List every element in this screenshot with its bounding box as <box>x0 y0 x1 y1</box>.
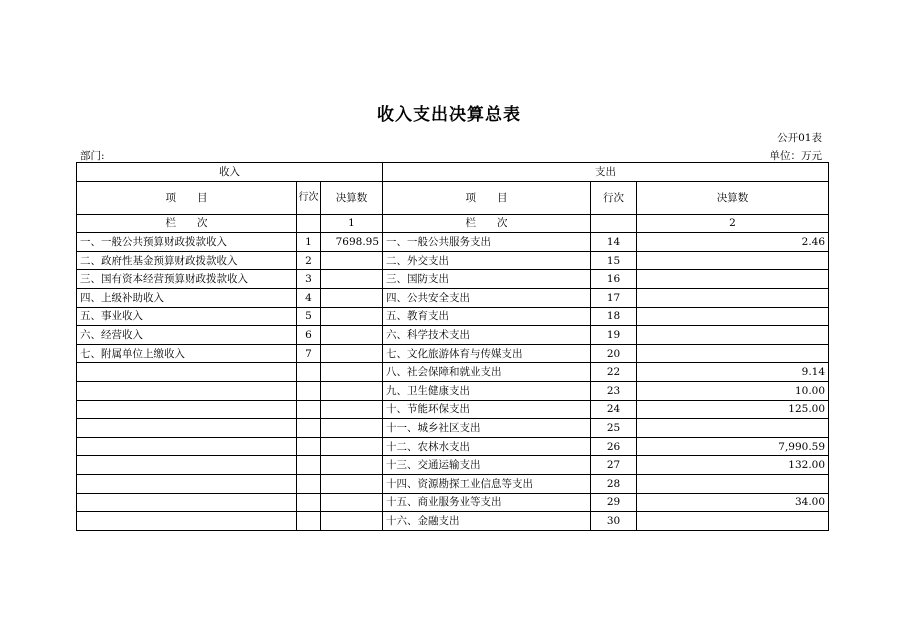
expense-item-cell: 四、公共安全支出 <box>383 288 591 307</box>
income-item-cell <box>77 363 297 382</box>
income-line-cell <box>297 493 321 512</box>
expense-amount-cell <box>637 288 829 307</box>
expense-line-cell: 26 <box>591 437 637 456</box>
income-amount-cell <box>321 251 383 270</box>
expense-item-header: 项 目 <box>383 181 591 214</box>
table-row <box>77 512 829 531</box>
income-line-cell: 7 <box>297 344 321 363</box>
expense-amount-cell: 7,990.59 <box>637 437 829 456</box>
section-header-row <box>77 163 829 182</box>
income-line-cell: 3 <box>297 270 321 289</box>
table-row <box>77 307 829 326</box>
expense-amount-cell: 9.14 <box>637 363 829 382</box>
table-row <box>77 456 829 475</box>
income-line-cell: 2 <box>297 251 321 270</box>
expense-amount-cell: 2.46 <box>637 233 829 252</box>
expense-item-cell: 七、文化旅游体育与传媒支出 <box>383 344 591 363</box>
income-amount-cell <box>321 400 383 419</box>
table-row <box>77 251 829 270</box>
expense-item-cell: 二、外交支出 <box>383 251 591 270</box>
column-index-row <box>77 214 829 233</box>
expense-item-cell: 十一、城乡社区支出 <box>383 419 591 438</box>
income-amount-cell <box>321 288 383 307</box>
expense-line-cell: 14 <box>591 233 637 252</box>
income-amount-cell <box>321 270 383 289</box>
table-row <box>77 233 829 252</box>
table-row <box>77 344 829 363</box>
table-row <box>77 326 829 345</box>
expense-amount-cell <box>637 307 829 326</box>
income-line-cell: 5 <box>297 307 321 326</box>
income-item-cell: 三、国有资本经营预算财政拨款收入 <box>77 270 297 289</box>
expense-item-cell: 八、社会保障和就业支出 <box>383 363 591 382</box>
income-item-cell <box>77 437 297 456</box>
expense-amount-cell <box>637 326 829 345</box>
income-line-cell <box>297 512 321 531</box>
income-line-cell <box>297 381 321 400</box>
table-row <box>77 400 829 419</box>
expense-amount-cell <box>637 474 829 493</box>
page-title: 收入支出决算总表 <box>377 105 521 125</box>
expense-item-cell: 十四、资源勘探工业信息等支出 <box>383 474 591 493</box>
income-item-cell <box>77 381 297 400</box>
income-line-cell: 4 <box>297 288 321 307</box>
expense-amount-header: 决算数 <box>637 181 829 214</box>
expense-amount-cell: 10.00 <box>637 381 829 400</box>
expense-amount-cell <box>637 251 829 270</box>
income-line-cell <box>297 437 321 456</box>
income-amount-cell <box>321 493 383 512</box>
income-item-cell <box>77 419 297 438</box>
department-label: 部门: <box>80 150 105 162</box>
expense-line-cell: 22 <box>591 363 637 382</box>
expense-amount-cell <box>637 512 829 531</box>
income-item-cell <box>77 512 297 531</box>
expense-line-cell: 16 <box>591 270 637 289</box>
expense-line-header: 行次 <box>591 181 637 214</box>
expense-line-cell: 30 <box>591 512 637 531</box>
expense-amount-cell: 132.00 <box>637 456 829 475</box>
income-item-cell: 六、经营收入 <box>77 326 297 345</box>
income-amount-cell <box>321 307 383 326</box>
expense-item-cell: 三、国防支出 <box>383 270 591 289</box>
income-item-cell <box>77 474 297 493</box>
expense-line-cell: 24 <box>591 400 637 419</box>
expense-item-cell: 六、科学技术支出 <box>383 326 591 345</box>
income-amount-cell <box>321 419 383 438</box>
income-item-cell: 七、附属单位上缴收入 <box>77 344 297 363</box>
expense-amount-cell: 34.00 <box>637 493 829 512</box>
expense-line-cell: 15 <box>591 251 637 270</box>
summary-table <box>76 162 829 531</box>
income-item-cell <box>77 400 297 419</box>
income-item-header: 项 目 <box>77 181 297 214</box>
income-line-cell <box>297 456 321 475</box>
expense-amount-cell <box>637 419 829 438</box>
expense-item-cell: 十二、农林水支出 <box>383 437 591 456</box>
expense-line-cell: 27 <box>591 456 637 475</box>
income-line-cell: 1 <box>297 233 321 252</box>
expense-section-header: 支出 <box>383 163 829 182</box>
table-row <box>77 419 829 438</box>
income-amount-cell <box>321 474 383 493</box>
expense-amount-cell: 125.00 <box>637 400 829 419</box>
income-line-cell <box>297 363 321 382</box>
table-row <box>77 288 829 307</box>
table-row <box>77 363 829 382</box>
income-amount-cell <box>321 344 383 363</box>
expense-line-cell: 23 <box>591 381 637 400</box>
table-row <box>77 437 829 456</box>
table-row <box>77 381 829 400</box>
income-item-cell <box>77 493 297 512</box>
table-row <box>77 493 829 512</box>
expense-item-cell: 十三、交通运输支出 <box>383 456 591 475</box>
table-row <box>77 474 829 493</box>
income-amount-cell: 7698.95 <box>321 233 383 252</box>
income-column-number: 1 <box>321 214 383 233</box>
income-item-cell: 四、上级补助收入 <box>77 288 297 307</box>
income-amount-cell <box>321 456 383 475</box>
empty-cell <box>591 214 637 233</box>
unit-label: 单位：万元 <box>769 150 822 162</box>
income-line-header: 行次 <box>297 181 321 214</box>
income-amount-cell <box>321 381 383 400</box>
income-section-header: 收入 <box>77 163 383 182</box>
income-item-cell: 一、一般公共预算财政拨款收入 <box>77 233 297 252</box>
expense-column-number: 2 <box>637 214 829 233</box>
form-number: 公开01表 <box>777 132 822 144</box>
income-item-cell: 五、事业收入 <box>77 307 297 326</box>
expense-item-cell: 十、节能环保支出 <box>383 400 591 419</box>
expense-column-label: 栏 次 <box>383 214 591 233</box>
expense-item-cell: 十六、金融支出 <box>383 512 591 531</box>
expense-line-cell: 29 <box>591 493 637 512</box>
expense-amount-cell <box>637 344 829 363</box>
expense-item-cell: 九、卫生健康支出 <box>383 381 591 400</box>
income-line-cell <box>297 419 321 438</box>
expense-line-cell: 20 <box>591 344 637 363</box>
income-column-label: 栏 次 <box>77 214 297 233</box>
expense-line-cell: 19 <box>591 326 637 345</box>
income-line-cell: 6 <box>297 326 321 345</box>
income-item-cell <box>77 456 297 475</box>
income-amount-header: 决算数 <box>321 181 383 214</box>
income-line-cell <box>297 400 321 419</box>
column-header-row <box>77 181 829 214</box>
income-amount-cell <box>321 363 383 382</box>
expense-line-cell: 28 <box>591 474 637 493</box>
income-amount-cell <box>321 437 383 456</box>
expense-line-cell: 25 <box>591 419 637 438</box>
expense-item-cell: 五、教育支出 <box>383 307 591 326</box>
empty-cell <box>297 214 321 233</box>
expense-line-cell: 18 <box>591 307 637 326</box>
income-amount-cell <box>321 326 383 345</box>
expense-amount-cell <box>637 270 829 289</box>
table-row <box>77 270 829 289</box>
income-amount-cell <box>321 512 383 531</box>
expense-line-cell: 17 <box>591 288 637 307</box>
expense-item-cell: 十五、商业服务业等支出 <box>383 493 591 512</box>
expense-item-cell: 一、一般公共服务支出 <box>383 233 591 252</box>
income-item-cell: 二、政府性基金预算财政拨款收入 <box>77 251 297 270</box>
income-line-cell <box>297 474 321 493</box>
